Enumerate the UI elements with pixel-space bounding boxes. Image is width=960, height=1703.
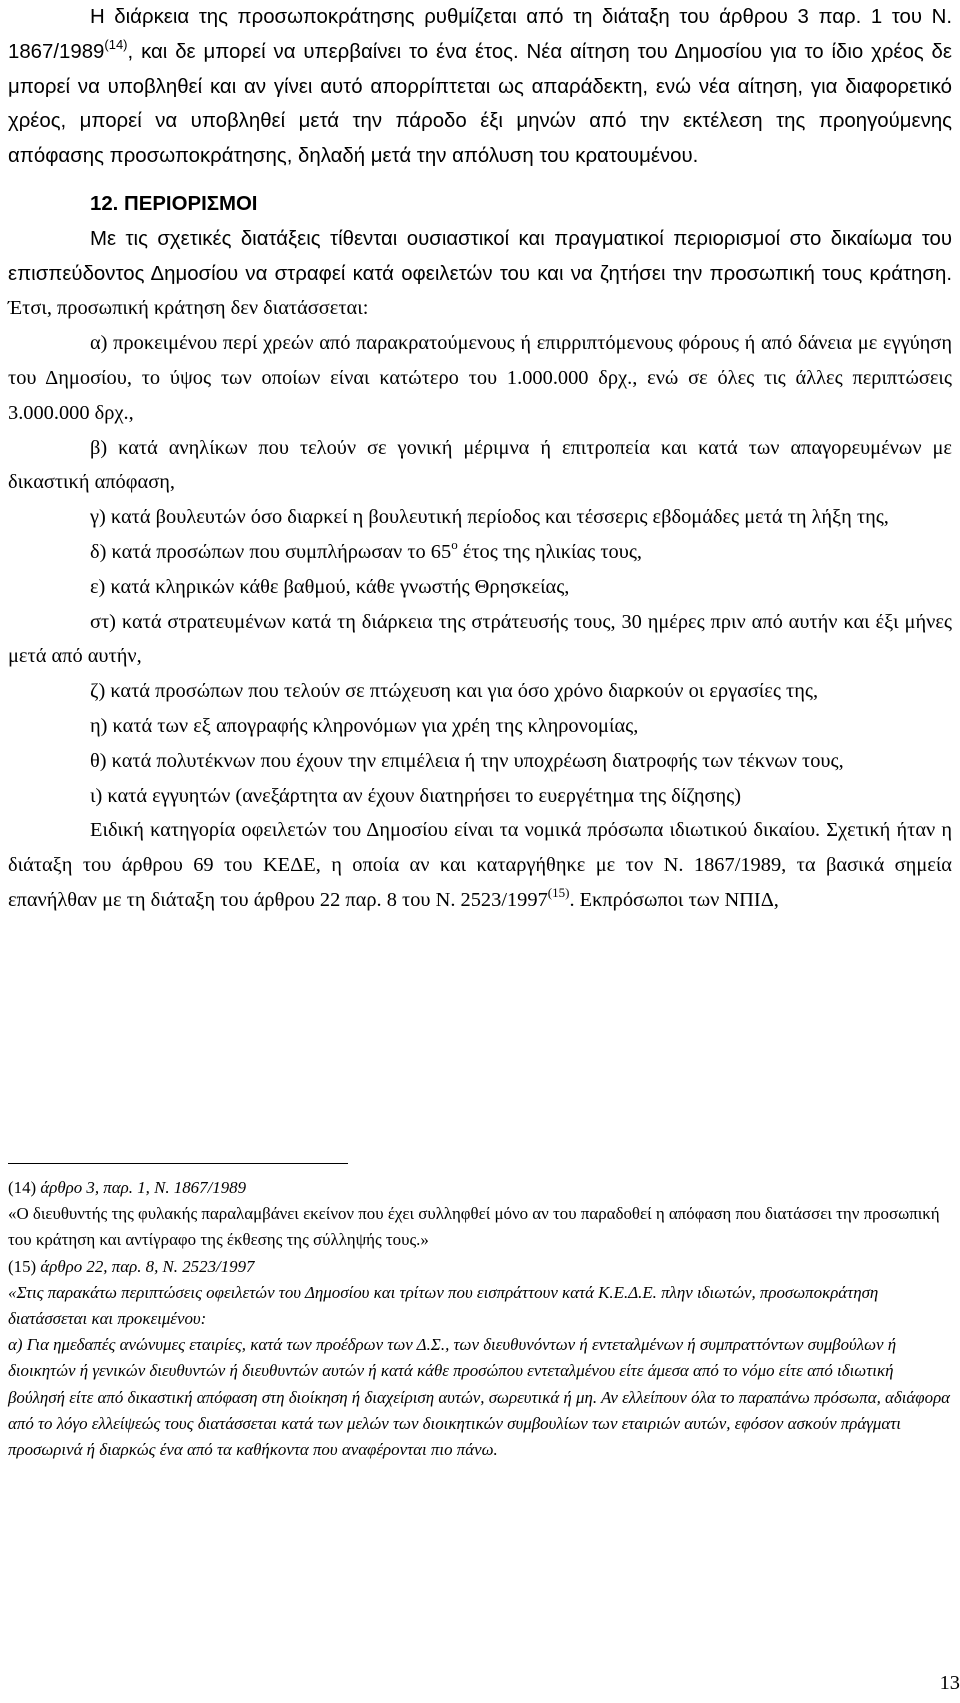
section-paragraph-2-end: . Εκπρόσωποι των ΝΠΙΔ,	[569, 888, 779, 911]
page-number: 13	[939, 1672, 960, 1694]
list-item-h: η) κατά των εξ απογραφής κληρονόμων για χρέη της κληρονομίας,	[90, 714, 639, 737]
list-item-c: γ) κατά βουλευτών όσο διαρκεί η βουλευτική περίοδος και τέσσερις εβδομάδες μετά τη λήξη της,	[90, 506, 889, 529]
list-item-d-text-end: έτος της ηλικίας τους,	[457, 540, 643, 563]
intro-text-2: , και δε μπορεί να υπερβαίνει το ένα έτος. Νέα αίτηση του Δημοσίου για το ίδιο χρέος δε μπορεί να υποβληθεί και αν γίνει αυτό απορρίπτεται ως απαράδεκτη, ενώ νέα αίτηση, για διαφορετικό χρέος, μπορεί να υποβληθεί μετά την πάροδο έξι μηνών από την εκτέλεση της προηγούμενης απόφασης προσωποκράτησης, δηλαδή μετά την απόλυση του κρατουμένου.	[8, 40, 952, 168]
footnotes	[8, 1175, 952, 1463]
list-item-b: β) κατά ανηλίκων που τελούν σε γονική μέριμνα ή επιτροπεία και κατά των απαγορευμένων με δικαστική απόφαση,	[8, 436, 952, 494]
footnote-15-text-2: α) Για ημεδαπές ανώνυμες εταιρίες, κατά των προέδρων των Δ.Σ., των διευθυνόντων ή εντεταλμένων ή συμπραττόντων συμβούλων ή διοικητών ή γενικών διευθυντών ή διευθυντών αυτών ή κατά κάθε προσώπου εντεταλμένου είτε άμεσα από το νόμο είτε από ιδιωτική βούλησή είτε από δικαστική απόφαση στη διοίκηση ή διαχείριση αυτών, σωρευτικά ή μη. Αν ελλείπουν όλα το παραπάνω πρόσωπα, αδιάφορα από το λόγο ελλείψεώς τους διατάσσεται κατά των μελών των διοικητικών συμβουλίων των εταιριών αυτών, εφόσον ασκούν πράγματι προσωρινά ή διαρκώς ένα από τα καθήκοντα που αναφέρονται πιο πάνω.	[8, 1335, 951, 1460]
footnote-ref-15[interactable]: (15)	[547, 884, 570, 900]
intro-text-1: Η διάρκεια της προσωποκράτησης ρυθμίζεται από τη διάταξη του άρθρου 3 παρ. 1 του Ν. 1867/1989	[8, 6, 952, 63]
footnote-14-source: άρθρο 3, παρ. 1, Ν. 1867/1989	[40, 1178, 247, 1197]
footnote-14-number: (14)	[8, 1178, 37, 1197]
list-item-e: ε) κατά κληρικών κάθε βαθμού, κάθε γνωστής Θρησκείας,	[90, 575, 570, 598]
footnote-14-text: «Ο διευθυντής της φυλακής παραλαμβάνει εκείνον που έχει συλληφθεί μόνο αν του παραδοθεί η απόφαση που διατάσσει την προσωπική του κράτηση και αντίγραφο της έκθεσης της σύλληψής τους.»	[8, 1204, 940, 1250]
section-heading: 12. ΠΕΡΙΟΡΙΣΜΟΙ	[90, 192, 258, 215]
list-item-i: ι) κατά εγγυητών (ανεξάρτητα αν έχουν διατηρήσει το ευεργέτημα της δίζησης)	[90, 784, 742, 807]
list-item-a: α) προκειμένου περί χρεών από παρακρατούμενους ή επιρριπτόμενους φόρους ή από δάνεια με εγγύηση του Δημοσίου, το ύψος των οποίων είναι κατώτερο του 1.000.000 δρχ., ενώ σε όλες τις άλλες περιπτώσεις 3.000.000 δρχ.,	[8, 332, 952, 424]
section-paragraph-2	[8, 813, 952, 917]
footnote-15-number: (15)	[8, 1256, 37, 1276]
section-paragraph-2-text: Ειδική κατηγορία οφειλετών του Δημοσίου είναι τα νομικά πρόσωπα ιδιωτικού δικαίου. Σχετική ήταν η διάταξη του άρθρου 69 του ΚΕΔΕ, η οποία αν και καταργήθηκε με τον Ν. 1867/1989, τα βασικά σημεία επανήλθαν με τη διάταξη του άρθρου 22 παρ. 8 του Ν. 2523/1997	[8, 819, 952, 911]
section-paragraph-1-sans: Με τις σχετικές διατάξεις τίθενται ουσιαστικοί και πραγματικοί περιορισμοί στο δικαίωμα του επισπεύδοντος Δημοσίου να στραφεί κατά οφειλετών του και να ζητήσει την προσωπική τους κράτηση.	[8, 227, 952, 285]
list-item-th: θ) κατά πολυτέκνων που έχουν την επιμέλεια ή την υποχρέωση διατροφής των τέκνων τους,	[90, 749, 844, 772]
section-paragraph-1	[8, 222, 952, 326]
intro-paragraph	[8, 0, 952, 174]
footnote-divider	[8, 1163, 348, 1164]
list-item-z: ζ) κατά προσώπων που τελούν σε πτώχευση και για όσο χρόνο διαρκούν οι εργασίες της,	[90, 680, 819, 703]
footnote-15-source: άρθρο 22, παρ. 8, Ν. 2523/1997	[40, 1256, 255, 1276]
document-page	[8, 0, 952, 918]
ordinal-superscript: ο	[451, 536, 458, 552]
section-paragraph-1-serif: Έτσι, προσωπική κράτηση δεν διατάσσεται:	[8, 297, 369, 320]
footnote-14-ref	[8, 1175, 952, 1201]
footnote-ref-14[interactable]: (14)	[104, 36, 128, 52]
list-item-d	[8, 535, 952, 570]
list-item-st: στ) κατά στρατευμένων κατά τη διάρκεια της στράτευσής τους, 30 ημέρες πριν από αυτήν και έξι μήνες μετά από αυτήν,	[8, 610, 952, 668]
footnote-15-text-1: «Στις παρακάτω περιπτώσεις οφειλετών του Δημοσίου και τρίτων που εισπράττουν κατά Κ.Ε.Δ.Ε. πλην ιδιωτών, προσωποκράτηση διατάσσεται και προκειμένου:	[8, 1282, 879, 1329]
footnote-15-ref	[8, 1254, 952, 1280]
list-item-d-text: δ) κατά προσώπων που συμπλήρωσαν το 65	[90, 540, 452, 563]
